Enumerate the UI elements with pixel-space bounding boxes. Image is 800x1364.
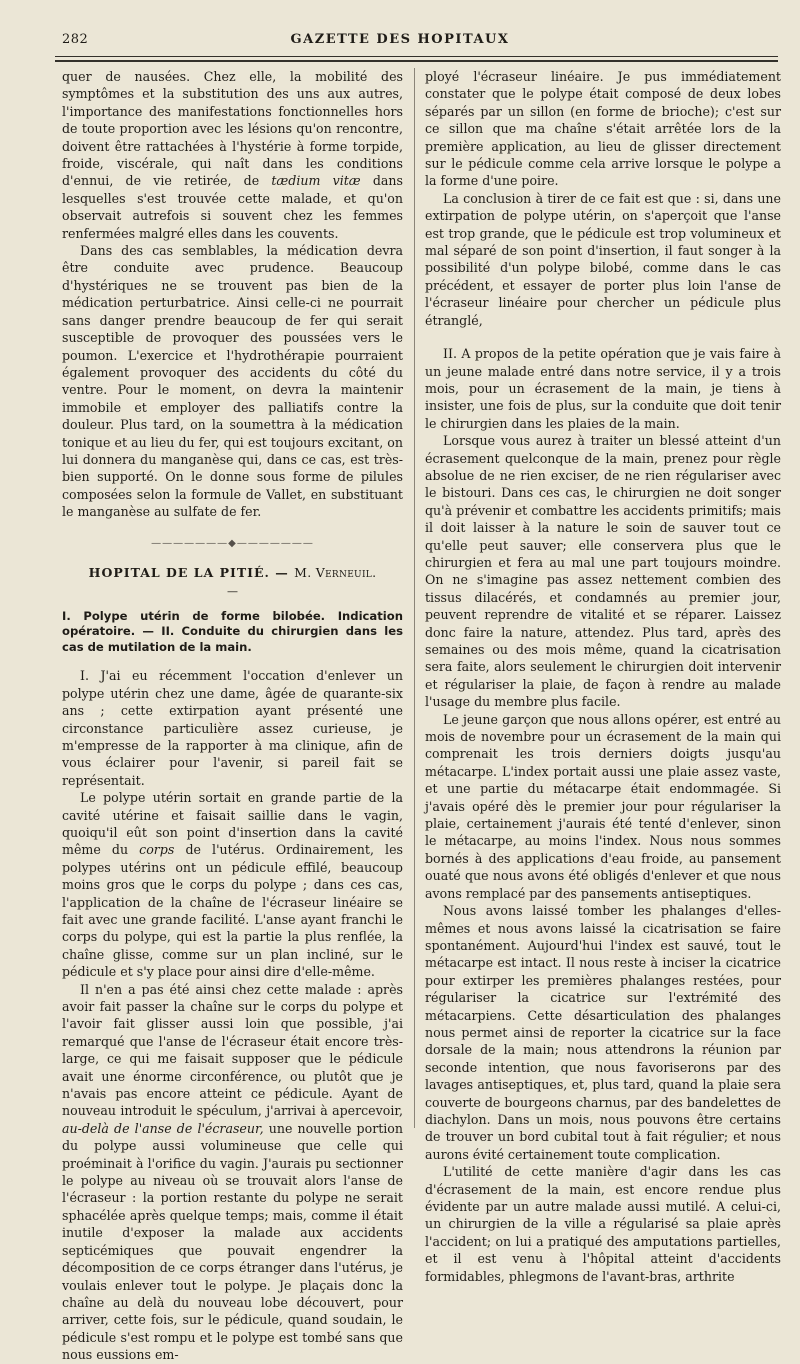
header-rule-thick xyxy=(55,60,778,62)
article-subheading: I. Polype utérin de forme bilobée. Indication opératoire. — II. Conduite du chirurgien dans les cas de mutilation de la main. xyxy=(62,608,403,654)
paragraph: II. A propos de la petite opération que je vais faire à un jeune malade entré dans notre service, il y a trois mois, pour un écrasement de la main, je tiens à insister, une fois de plus, sur la conduite que doit tenir le chirurgien dans les plaies de la main. xyxy=(425,346,781,431)
paragraph: Il n'en a pas été ainsi chez cette malade : après avoir fait passer la chaîne sur le corps du polype et l'avoir fait glisser aussi loin que possible, j'ai remarqué que l'anse de l'écraseur était encore très-large, ce qui me faisait supposer que le pédicule avait une énorme circonférence, ou plutôt que je n'avais pas encore atteint ce pédicule. Ayant de nouveau introduit le spéculum, j'arrivai à apercevoir, au-delà de l'anse de l'écraseur, une nouvelle portion du polype aussi volumineuse que celle qui proéminait à l'orifice du vagin. J'aurais pu sectionner le polype au niveau où se trouvait alors l'anse de l'écraseur : la portion restante du polype ne serait sphacélée après quelque temps; mais, comme il était inutile d'exposer la malade aux accidents septicémiques que pouvait engendrer la décomposition de ce corps étranger dans l'utérus, je voulais enlever tout le polype. Je plaçais donc la chaîne au delà du nouveau lobe découvert, pour arriver, cette fois, sur le pédicule, quand soudain, le pédicule s'est rompu et le polype est tombé sans que nous eussions em- xyxy=(62,981,403,1363)
section-heading: HOPITAL DE LA PITIÉ. — M. Verneuil. xyxy=(88,564,377,580)
header-rule-thin xyxy=(55,56,778,57)
paragraph: ployé l'écraseur linéaire. Je pus immédiatement constater que le polype était composé de deux lobes séparés par un sillon (en forme de brioche); c'est sur ce sillon que ma chaîne s'était arrêtée lors de la première application, au lieu de glisser directement sur le pédicule comme cela arrive lorsque le polype a la forme d'une poire. xyxy=(425,69,781,189)
right-column xyxy=(425,68,781,1285)
left-column xyxy=(62,68,403,1364)
paragraph: Le jeune garçon que nous allons opérer, est entré au mois de novembre pour un écrasement de la main qui comprenait les trois derniers doigts jusqu'au métacarpe. L'index portait aussi une plaie assez vaste, et une partie du métacarpe était endommagée. Si j'avais opéré dès le premier jour pour régulariser la plaie, certainement j'aurais été tenté d'enlever, sinon le métacarpe, au moins l'index. Nous nous sommes bornés à des applications d'eau froide, au pansement ouaté que nous avons été obligés d'enlever et que nous avons remplacé par des pansements antiseptiques. xyxy=(425,711,781,901)
paragraph: I. J'ai eu récemment l'occation d'enlever un polype utérin chez une dame, âgée de quarante-six ans ; cette extirpation ayant présenté une circonstance particulière assez curieuse, je m'empresse de la rapporter à ma clinique, afin de vous éclairer pour l'avenir, si pareil fait se représentait. xyxy=(62,668,403,788)
heading-dash: — xyxy=(227,585,238,599)
paragraph: L'utilité de cette manière d'agir dans les cas d'écrasement de la main, est encore rendue plus évidente par un autre malade aussi mutilé. A celui-ci, un chirurgien de la ville a régularisé sa plaie après l'accident; on lui a pratiqué des amputations partielles, et il est venu à l'hôpital atteint d'accidents formidables, phlegmons de l'avant-bras, arthrite xyxy=(425,1164,781,1284)
running-title: GAZETTE DES HOPITAUX xyxy=(290,32,510,47)
column-divider xyxy=(414,68,415,1128)
author-name: M. Verneuil. xyxy=(294,564,377,580)
paragraph: quer de nausées. Chez elle, la mobilité des symptômes et la substitution des uns aux autres, l'importance des manifestations fonctionnelles hors de toute proportion avec les lésions qu'on rencontre, doivent être rattachées à l'hystérie à forme torpide, froide, viscérale, qui naît dans les conditions d'ennui, de vie retirée, de tædium vitæ dans lesquelles s'est trouvée cette malade, et qu'on observait autrefois si souvent chez les femmes renfermées malgré elles dans les couvents. xyxy=(62,69,403,241)
paragraph: Lorsque vous aurez à traiter un blessé atteint d'un écrasement quelconque de la main, prenez pour règle absolue de ne rien exciser, de ne rien régulariser avec le bistouri. Dans ces cas, le chirurgien ne doit songer qu'à prévenir et combattre les accidents primitifs; mais il doit laisser à la nature le soin de sauver tout ce qu'elle peut sauver; elle conservera plus que le chirurgien et fera au mal une part toujours moindre. On ne s'imagine pas assez nettement combien des tissus dilacérés, et condamnés au premier jour, peuvent reprendre de vitalité et se réparer. Laissez donc faire la nature, attendez. Plus tard, après des semaines ou des mois même, quand la cicatrisation sera faite, alors seulement le chirurgien doit intervenir et régulariser la plaie, de façon à rendre au malade l'usage du membre plus facile. xyxy=(425,433,781,710)
paragraph: La conclusion à tirer de ce fait est que : si, dans une extirpation de polype utérin, on s'aperçoit que l'anse est trop grande, que le pédicule est trop volumineux et mal séparé de son point d'insertion, il faut songer à la possibilité d'un polype bilobé, comme dans le cas précédent, et essayer de porter plus loin l'anse de l'écraseur linéaire pour chercher un pédicule plus étranglé, xyxy=(425,190,781,328)
section-separator: ———————◆——————— xyxy=(151,537,314,549)
page-number: 282 xyxy=(62,32,89,47)
paragraph: Le polype utérin sortait en grande partie de la cavité utérine et faisait saillie dans le vagin, quoiqu'il eût son point d'insertion dans la cavité même du corps de l'utérus. Ordinairement, les polypes utérins ont un pédicule effilé, beaucoup moins gros que le corps du polype ; dans ces cas, l'application de la chaîne de l'écraseur linéaire se fait avec une grande facilité. L'anse ayant franchi le corps du polype, qui est la partie la plus renflée, la chaîne glisse, comme sur un plan incliné, sur le pédicule et s'y place pour ainsi dire d'elle-même. xyxy=(62,790,403,980)
paragraph: Nous avons laissé tomber les phalanges d'elles-mêmes et nous avons laissé la cicatrisation se faire spontanément. Aujourd'hui l'index est sauvé, tout le métacarpe est intact. Il nous reste à inciser la cicatrice pour extirper les premières phalanges restées, pour régulariser la cicatrice sur l'extrémité des métacarpiens. Cette désarticulation des phalanges nous permet ainsi de reporter la cicatrice sur la face dorsale de la main; nous attendrons la réunion par seconde intention, que nous favoriserons par des lavages antiseptiques, et, plus tard, quand la plaie sera couverte de bourgeons charnus, par des bandelettes de diachylon. Dans un mois, nous pouvons être certains de trouver un bord cubital tout à fait régulier; et nous aurons évité certainement toute complication. xyxy=(425,903,782,1162)
paragraph: Dans des cas semblables, la médication devra être conduite avec prudence. Beaucoup d'hystériques ne se trouvent pas bien de la médication perturbatrice. Ainsi celle-ci ne pourrait sans danger prendre beaucoup de fer qui serait susceptible de provoquer des poussées vers le poumon. L'exercice et l'hydrothérapie pourraient également provoquer des accidents du côté du ventre. Pour le moment, on devra la maintenir immobile et employer des palliatifs contre la douleur. Plus tard, on la soumettra à la médication tonique et au lieu du fer, qui est toujours excitant, on lui donnera du manganèse qui, dans ce cas, est très-bien supporté. On le donne sous forme de pilules composées selon la formule de Vallet, en substituant le manganèse au sulfate de fer. xyxy=(62,243,403,520)
